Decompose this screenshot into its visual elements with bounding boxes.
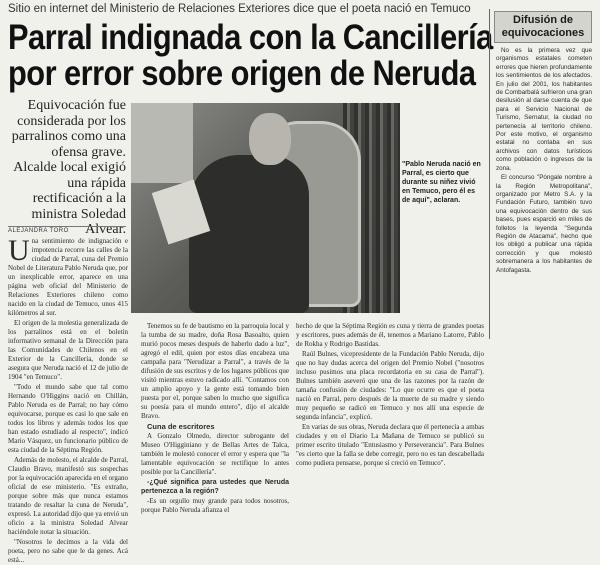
col3-paragraph: En varias de sus obras, Neruda declara que él pertenecía a ambas ciudades y en el Diario La Mañana de Temuco se publicó su primer escrito titulado "Entusiasmo y Perseverancia". Para Bulnes "es cierto que la falla se debe corregir, pero no es tan descabellada como pudiera pensarse, porque sí creció en Temuco". — [296, 423, 484, 467]
col1-paragraph: Además de molesto, el alcalde de Parral, Claudio Bravo, manifestó sus sospechas por la equivocación aparecida en el organo oficial de ese ministerio. "Es extraño, porque sobre más que nunca estamos tratando de resaltar la cuna de Neruda", expresó. La autoridad dijo que ya envió un oficio a la ministra Soledad Alvear haciéndole notar la situación. — [8, 456, 128, 536]
deck: Equivocación fue considerada por los parralinos como una ofensa grave. Alcalde local exigió una rápida rectificación a la ministra Soledad Alvear. — [11, 98, 126, 237]
col1-paragraph: El origen de la molestia generalizada de los parralinos está en el boletín informativo semanal de la Dirección para las Comunidades de Chilenos en el Exterior de la Cancillería, donde se asegura que Neruda nació el 12 de julio de 1904 "en Temuco". — [8, 319, 128, 381]
article-column-3 — [296, 322, 484, 518]
col3-paragraph: hecho de que la Séptima Región es cuna y tierra de grandes poetas y escritores, pues además de él, tenemos a Mariano Latorre, Pablo de Rokha y Rodrigo Bastidas. — [296, 322, 484, 348]
sidebar-title: Difusión de equivocaciones — [494, 11, 592, 43]
col2-paragraph: -Es un orgullo muy grande para todos nosotros, porque Pablo Neruda afianza el — [141, 497, 289, 514]
subhead: Cuna de escritores — [147, 422, 215, 431]
kicker: Sitio en internet del Ministerio de Relaciones Exteriores dice que el poeta nació en Temuco — [8, 3, 471, 15]
dropcap: U — [8, 234, 30, 267]
article-column-1 — [8, 234, 128, 564]
sidebar-box — [489, 9, 596, 339]
sidebar-paragraph: El concurso "Póngale nombre a la Región Metropolitana", organizado por Metro S.A. y la Fundación Futuro, también tuvo una equivocación dentro de sus bases, pues esparció en miles de folletos la leyenda "Segunda Región de Atacama", hecho que los obligó a publicar una rápida corrección y que molestó sobremanera a los habitantes de Antofagasta. — [496, 174, 592, 274]
col2-paragraph: A Gonzalo Olmedo, director subrogante del Museo O'Higginiano y de Bellas Artes de Talca, también le molestó conocer el error y espera que "la lamentable equivocación se rectifique lo antes posible por la Cancillería". — [141, 432, 289, 476]
photo-caption: "Pablo Neruda nació en Parral, es cierto que durante su niñez vivió en Temuco, pero él es de aquí", aclaran. — [402, 161, 481, 204]
col1-paragraph: na sentimiento de indignación e impotencia recorre las calles de la ciudad de Parral, cuna del Premio Nobel de Literatura Pablo Neruda que, por un inexplicable error, aparece en una página web oficial del Ministerio de Relaciones Exteriores chileno como nacido en la ciudad de Temuco, unos 415 kilómetros al sur. — [8, 237, 128, 317]
col1-paragraph: "Todo el mundo sabe que tal como Hernando O'Higgins nació en Chillán, Pablo Neruda es de Parral; no hay cómo equivocarse, porque es casi lo que sale en todos los libros y además todos los que han estado estudiado al respecto", indicó Mario Vásquez, un funcionario público de esta ciudad de la Séptima Región. — [8, 383, 128, 454]
headline-line-1: Parral indignada con la Cancillería — [8, 18, 493, 57]
headline-line-2: por error sobre origen de Neruda — [8, 54, 476, 93]
byline: ALEJANDRA TORO — [8, 226, 126, 234]
photo-window — [131, 103, 193, 183]
interview-question: -¿Qué significa para ustedes que Neruda pertenezca a la región? — [141, 479, 289, 495]
headline — [8, 18, 493, 93]
col2-paragraph: Tenemos su fe de bautismo en la parroquia local y la tumba de su madre, doña Rosa Basoalto, quien murió pocos meses después de haberlo dado a luz", agregó el edil, quien por estos días encabeza una campaña para "Nerudizar a Parral", a través de la difusión de sus escritos y de los lugares públicos que visitó mientras estuvo radicado allí. "Contamos con un amplio apoyo y la gente está tomando bien puesta por el, porque saben lo mucho que significa su poesía para el mundo entero", dijo el alcalde Bravo. — [141, 322, 289, 420]
sidebar-paragraph: No es la primera vez que organismos estatales cometen errores que hieren profundamente los sentimientos de los afectados. En julio del 2001, los habitantes de Combarbalá sufrieron una gran desilusión al darse cuenta de que para el Servicio Nacional de Turismo, Sernatur, la ciudad no pertenecía al territorio chileno. Por este motivo, el organismo estatal no contaba en sus archivos con datos turísticos como población o ingresos de la zona. — [496, 47, 592, 172]
article-column-2 — [141, 322, 289, 518]
col1-paragraph: "Nosotros le decimos a la vida del poeta, pero no sabe que le da genes. Acá está... — [8, 538, 128, 564]
sidebar-body — [496, 47, 592, 275]
photo-head — [249, 113, 291, 165]
col3-paragraph: Raúl Bulnes, vicepresidente de la Fundación Pablo Neruda, dijo que no hay dudas acerca del origen del Premio Nobel ("nosotros incluso pusimos una placa recordatoria en su casa de Parral"). Bulnes también aseveró que una de las razones por la razón de tamaña confusión de ciudades: "Lo que ocurre es que el poeta nació en Parral, pero después de la muerte de su madre y siendo muy pequeño se radicó en Temuco y nos allí una especie de segunda infancia", explicó. — [296, 350, 484, 421]
neruda-photo — [131, 103, 400, 313]
photo-figure — [189, 155, 309, 313]
